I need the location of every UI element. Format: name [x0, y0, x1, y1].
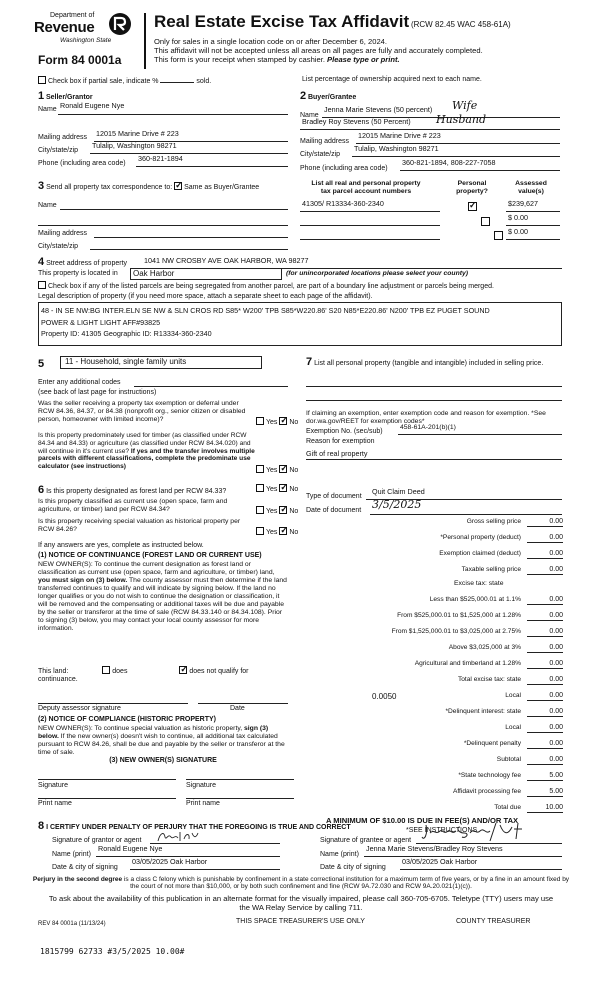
same-as-buyer-checkbox[interactable]: [174, 182, 182, 190]
legal-description-box[interactable]: [38, 302, 562, 346]
section3-correspondence: [38, 180, 288, 252]
tax-row-taxable: Taxable selling price 0.00: [310, 566, 563, 577]
local-row: Local 0.00: [310, 692, 563, 703]
personal-property-field-1[interactable]: [306, 380, 562, 387]
section7: [306, 356, 564, 516]
seller-heading: 1 Seller/Grantor: [38, 90, 93, 102]
grantee-sig-label: Signature of grantee or agent: [320, 837, 412, 844]
exemption-reason-label: Reason for exemption: [306, 438, 375, 445]
personal-property-text: 7 List all personal property (tangible and intangible) included in selling price.: [306, 356, 544, 368]
washington-state-text: Washington State: [60, 37, 112, 44]
notice-compliance-heading: (2) NOTICE OF COMPLIANCE (HISTORIC PROPERTY): [38, 716, 216, 723]
grantor-signature-image: [156, 829, 206, 843]
seller-phone-label: Phone (including area code): [38, 160, 126, 167]
grantor-name-field[interactable]: Ronald Eugene Nye: [96, 845, 280, 857]
section3-city-label: City/state/zip: [38, 243, 79, 250]
subtotal-row: Subtotal 0.00: [310, 756, 563, 767]
doc-type-label: Type of document: [306, 493, 362, 500]
deputy-signature-field[interactable]: [38, 694, 188, 704]
q1-yes-checkbox[interactable]: [256, 417, 264, 425]
exemption-deferral-yesno: Yes ✓ No: [256, 417, 298, 427]
buyer-name-field-1[interactable]: Jenna Marie Stevens (50 percent): [322, 106, 560, 118]
section3-name-field[interactable]: [60, 200, 288, 210]
legal-line-2: POWER & LIGHT LIGHT AFF#93825: [41, 317, 161, 327]
buyer-name-field-2[interactable]: Bradley Roy Stevens (50 Percent): [300, 118, 560, 130]
if-yes-note: If any answers are yes, complete as instructed below.: [38, 542, 204, 549]
owner-print-field-2[interactable]: [186, 792, 294, 799]
excise-state-label: Excise tax: state: [454, 580, 504, 587]
located-label: This property is located in: [38, 270, 118, 277]
deputy-signature-label: Deputy assessor signature: [38, 705, 121, 712]
segregated-row: Check box if any of the listed parcels are being segregated from another parcel, are part of a boundary line adjustment or parcels being merged.: [38, 281, 494, 291]
doc-date-label: Date of document: [306, 507, 362, 514]
owner-signature-field-1[interactable]: [38, 770, 176, 780]
historic-no-checkbox[interactable]: [279, 527, 287, 535]
historic-yes-checkbox[interactable]: [256, 527, 264, 535]
personal-property-checkbox-1[interactable]: [468, 202, 477, 211]
minimum-due-note: A MINIMUM OF $10.00 IS DUE IN FEE(S) AND/OR TAX: [326, 816, 519, 825]
new-owner-signature-heading: (3) NEW OWNER(S) SIGNATURE: [109, 757, 217, 764]
seller-mail-label: Mailing address: [38, 134, 88, 141]
doc-type-field[interactable]: Quit Claim Deed: [366, 488, 562, 500]
current-use-no-checkbox[interactable]: [279, 506, 287, 514]
exemption-instructions: If claiming an exemption, enter exemption code and reason for exemption. *See dor.wa.gov/REET for exemption codes*: [306, 410, 546, 426]
owner-signature-label-2: Signature: [186, 782, 216, 789]
parcel-row-2[interactable]: [300, 216, 440, 226]
buyer-mail-field[interactable]: 12015 Marine Drive # 223: [356, 132, 560, 144]
assessed-row-1[interactable]: $239,627: [506, 200, 560, 212]
exemption-number-field[interactable]: 458-61A-201(b)(1): [398, 425, 562, 435]
section3-mail-field[interactable]: [94, 228, 288, 238]
buyer-phone-field[interactable]: 360-821-1894, 808-227-7058: [400, 159, 560, 171]
buyer-handwritten-husband: Husband: [436, 113, 487, 126]
deputy-date-field[interactable]: [198, 694, 288, 704]
form-rcw: (RCW 82.45 WAC 458-61A): [410, 20, 511, 29]
total-due-row: Total due 10.00: [310, 804, 563, 815]
section8: [38, 820, 564, 884]
dor-logo: [32, 10, 136, 50]
forest-question: 6 Is this property designated as forest land per RCW 84.33?: [38, 484, 227, 496]
section3-mail-label: Mailing address: [38, 230, 88, 237]
owner-signature-label-1: Signature: [38, 782, 68, 789]
form-title: Real Estate Excise Tax Affidavit: [154, 12, 410, 31]
seller-phone-field[interactable]: 360-821-1894: [136, 155, 288, 167]
grantee-date-field[interactable]: 03/05/2025 Oak Harbor: [400, 858, 562, 870]
personal-property-field-2[interactable]: [306, 394, 562, 401]
located-note: (for unincorporated locations please select your county): [286, 270, 469, 277]
exemption-deferral-question: Was the seller receiving a property tax exemption or deferral under RCW 84.36, 84.37, or 84.38 (nonprofit org., senior citizen or disabled person, homeowner with limited income)?: [38, 400, 246, 424]
additional-codes-field[interactable]: [134, 377, 288, 387]
buyer-mail-label: Mailing address: [300, 138, 350, 145]
delinquent-state-row: *Delinquent interest: state 0.00: [310, 708, 563, 719]
tier-row-4: Above $3,025,000 at 3% 0.00: [310, 644, 563, 655]
forest-yes-checkbox[interactable]: [256, 484, 264, 492]
section5: 5 11 - Household, single family units Enter any additional codes (see back of last page for instructions) Was the seller receiving a property tax exemption or deferral under RCW 84.36, 84.37, or 84.38 (nonprofit org., senior citizen or disabled person, homeowner with limited income)? Yes ✓ No Is this property predominately used for timber (as classified under RCW 84.34 and 84.33) or agriculture (as classified under RCW 84.34.020) and will continue in it's current use? If yes and the transfer involves multiple parcels with different classifications, complete the predominate use calculator (see instructions) Yes ✓ No: [38, 356, 300, 484]
exemption-reason-field[interactable]: [306, 450, 562, 460]
receipt-stamp: 1815799 62733 #3/5/2025 10.00#: [40, 947, 185, 956]
grantee-date-label: Date & city of signing: [320, 864, 386, 871]
parcel-row-3[interactable]: [300, 230, 440, 240]
tier-row-1: Less than $525,000.01 at 1.1% 0.00: [310, 596, 563, 607]
historic-question: Is this property receiving special valuation as historical property per RCW 84.26?: [38, 518, 241, 534]
deputy-date-label: Date: [230, 705, 245, 712]
this-land-row: This land: does ✓ does not qualify for: [38, 666, 249, 676]
notice-continuance-text: NEW OWNER(S): To continue the current designation as forest land or classification as current use (open space, farm and agriculture, or timber) land, you must sign on (3) below. The county assessor must then determine if the land transferred continues to qualify and will indicate by signing below. If the land no longer qualifies or you do not wish to continue the designation or classification, it will be removed and the compensating or additional taxes will be due and payable by the seller or transferor at the time of sale (RCW 84.33.140 or 84.34.108). Prior to signing (3) below, you may contact your local county assessor for more information.: [38, 561, 287, 633]
personal-property-checkbox-3[interactable]: [494, 231, 503, 240]
parcel-table: [300, 180, 562, 250]
buyer-city-field[interactable]: Tulalip, Washington 98271: [352, 145, 560, 157]
delinquent-local-row: Local 0.00: [310, 724, 563, 735]
buyer-phone-label: Phone (including area code): [300, 165, 388, 172]
additional-codes-label: Enter any additional codes: [38, 379, 121, 386]
personal-header: Personal property?: [456, 180, 488, 196]
seller-name-label: Name: [38, 106, 57, 113]
section4: [38, 256, 564, 350]
tier-row-3: From $1,525,000.01 to $3,025,000 at 2.75% 0.00: [310, 628, 563, 639]
continuance-label: continuance.: [38, 676, 78, 683]
partial-sale-row: Check box if partial sale, indicate % sold.: [38, 76, 211, 86]
parcel-header: List all real and personal property tax parcel account numbers: [311, 180, 421, 196]
seller-city-label: City/state/zip: [38, 147, 79, 154]
ownership-note: List percentage of ownership acquired next to each name.: [302, 76, 482, 83]
tier-row-total-state: Total excise tax: state 0.00: [310, 676, 563, 687]
current-use-yes-checkbox[interactable]: [256, 506, 264, 514]
county-treasurer-label: COUNTY TREASURER: [456, 918, 531, 925]
tax-row-personal: *Personal property (deduct) 0.00: [310, 534, 563, 545]
perjury-statement: Perjury in the second degree is a class C felony which is punishable by confinement in a state correctional institution for a maximum term of five years, or by a fine in an amount fixed by the court of not more than $10,000, or by both such confinement and fine (RCW 9A.72.030 and RCW 9A.20.021(1)(c)).: [32, 876, 570, 891]
alternate-format-note: To ask about the availability of this publication in an alternate format for the visually impaired, please call 360-705-6705. Teletype (TTY) users may use the WA Relay Service by calling 711.: [48, 894, 554, 912]
header-notes: [154, 37, 483, 64]
header-note-2: This affidavit will not be accepted unless all areas on all pages are fully and accurately completed.: [154, 46, 483, 56]
street-field[interactable]: 1041 NW CROSBY AVE OAK HARBOR, WA 98277: [142, 257, 562, 269]
buyer-name-label: Name: [300, 112, 319, 119]
parcel-row-1[interactable]: 41305/ R13334-360-2340: [300, 200, 440, 212]
taxable-value[interactable]: 0.00: [527, 566, 563, 575]
land-does-not-checkbox[interactable]: [179, 666, 187, 674]
header-note-3: This form is your receipt when stamped by cashier. Please type or print.: [154, 55, 400, 65]
dept-of-text: Department of: [50, 12, 95, 19]
grantor-date-label: Date & city of signing: [52, 864, 118, 871]
partial-sale-checkbox[interactable]: [38, 76, 46, 84]
rev-number: REV 84 0001a (11/13/24): [38, 921, 106, 927]
notice-compliance-text: NEW OWNER(S): To continue special valuation as historic property, sign (3) below. If the new owner(s) doesn't wish to continue, all additional tax calculated pursuant to RCW 84.26, shall be due and payable by the seller or transferor at the time of sale.: [38, 725, 285, 757]
owner-print-field-1[interactable]: [38, 792, 176, 799]
q2-yes-checkbox[interactable]: [256, 465, 264, 473]
q2-no-checkbox[interactable]: [279, 465, 287, 473]
seller-mail-field[interactable]: 12015 Marine Drive # 223: [94, 130, 288, 142]
current-use-question: Is this property classified as current use (open space, farm and agriculture, or timber) land per RCW 84.34?: [38, 498, 228, 514]
land-does-checkbox[interactable]: [102, 666, 110, 674]
form-number: Form 84 0001a: [38, 53, 122, 67]
seller-city-field[interactable]: Tulalip, Washington 98271: [90, 142, 288, 154]
grantee-signature-image: [420, 821, 540, 843]
form-title-row: [154, 12, 511, 32]
header-divider: [144, 13, 146, 69]
use-code-select[interactable]: 11 - Household, single family units: [60, 356, 262, 369]
owner-print-label-2: Print name: [186, 800, 220, 807]
timber-yesno: Yes ✓ No: [256, 465, 298, 475]
segregated-checkbox[interactable]: [38, 281, 46, 289]
assessed-row-3[interactable]: $ 0.00: [506, 228, 560, 240]
q1-no-checkbox[interactable]: [279, 417, 287, 425]
legal-line-3: Property ID: 41305 Geographic ID: R13334-360-2340: [41, 329, 212, 339]
tax-row-exemption: Exemption claimed (deduct) 0.00: [310, 550, 563, 561]
grantor-name-label: Name (print): [52, 851, 91, 858]
timber-question: Is this property predominately used for timber (as classified under RCW 84.34 and 84.33) or agriculture (as classified under RCW 84.34.020) and will continue in it's current use? If yes and the transfer involves multiple parcels with different classifications, complete the predominate use calculator (see instructions): [38, 432, 255, 471]
tech-fee-row: *State technology fee 5.00: [310, 772, 563, 783]
grantee-name-label: Name (print): [320, 851, 359, 858]
historic-yesno: Yes ✓ No: [256, 527, 298, 537]
tier-row-5: Agricultural and timberland at 1.28% 0.00: [310, 660, 563, 671]
section3-heading: 3 Send all property tax correspondence to: ✓ Same as Buyer/Grantee: [38, 180, 288, 193]
notice-continuance-heading: (1) NOTICE OF CONTINUANCE (FOREST LAND OR CURRENT USE): [38, 552, 262, 559]
buyer-city-label: City/state/zip: [300, 151, 341, 158]
buyer-section: [300, 90, 562, 174]
seller-section: [38, 90, 288, 170]
header-note-1: Only for sales in a single location code on or after December 6, 2024.: [154, 37, 388, 46]
see-instructions-note: *SEE INSTRUCTIONS: [406, 827, 478, 834]
exemption-value[interactable]: 0.00: [527, 550, 563, 559]
certify-heading: 8 I CERTIFY UNDER PENALTY OF PERJURY THAT THE FOREGOING IS TRUE AND CORRECT: [38, 820, 351, 832]
tier-row-2: From $525,000.01 to $1,525,000 at 1.28% 0.00: [310, 612, 563, 623]
see-list-note: (see back of last page for instructions): [38, 389, 157, 396]
located-select[interactable]: Oak Harbor: [130, 268, 282, 280]
local-rate: 0.0050: [372, 692, 397, 701]
exemption-number-label: Exemption No. (sec/sub): [306, 428, 383, 435]
gross-value[interactable]: 0.00: [527, 518, 563, 527]
forest-yesno: Yes ✓ No: [256, 484, 298, 494]
seller-name-field[interactable]: Ronald Eugene Nye: [58, 102, 288, 115]
grantor-date-field[interactable]: 03/05/2025 Oak Harbor: [130, 858, 280, 870]
street-row: 4 Street address of property: [38, 256, 128, 268]
tax-row-gross: Gross selling price 0.00: [310, 518, 563, 529]
owner-print-label-1: Print name: [38, 800, 72, 807]
revenue-text: Revenue: [34, 19, 95, 36]
legal-line-1: 48 - IN SE NW:BG INTER.ELN SE NW & SLN CROS RD S85* W200' TPB S85*W220.86' S20 N85*E220.86' N200' TPB EZ PUGET SOUND: [41, 306, 490, 315]
forest-no-checkbox[interactable]: [279, 484, 287, 492]
treasurer-use-label: THIS SPACE TREASURER'S USE ONLY: [236, 918, 365, 925]
grantor-sig-label: Signature of grantor or agent: [52, 837, 142, 844]
doc-date-field[interactable]: 3/5/2025: [370, 502, 562, 515]
grantor-signature-field[interactable]: [150, 831, 280, 844]
buyer-heading: 2 Buyer/Grantee: [300, 90, 357, 102]
exemption-reason-value: Gift of real property: [306, 449, 368, 458]
section3-city-field[interactable]: [90, 240, 288, 250]
personal-property-checkbox-2[interactable]: [481, 217, 490, 226]
assessed-row-2[interactable]: $ 0.00: [506, 214, 560, 226]
grantee-name-field[interactable]: Jenna Marie Stevens/Bradley Roy Stevens: [364, 845, 562, 857]
current-use-yesno: Yes ✓ No: [256, 506, 298, 516]
section3-name-label: Name: [38, 202, 57, 209]
delinquent-penalty-row: *Delinquent penalty 0.00: [310, 740, 563, 751]
grantee-signature-field[interactable]: [416, 831, 562, 844]
affidavit-fee-row: Affidavit processing fee 5.00: [310, 788, 563, 799]
assessed-header: Assessed value(s): [515, 180, 547, 196]
dor-logo-icon: [108, 12, 132, 36]
buyer-handwritten-wife: Wife: [452, 99, 478, 112]
legal-label: Legal description of property (if you need more space, attach a separate sheet to each page of the affidavit).: [38, 293, 373, 300]
section3-name-field-2[interactable]: [38, 216, 288, 226]
owner-signature-field-2[interactable]: [186, 770, 294, 780]
personal-value[interactable]: 0.00: [527, 534, 563, 543]
